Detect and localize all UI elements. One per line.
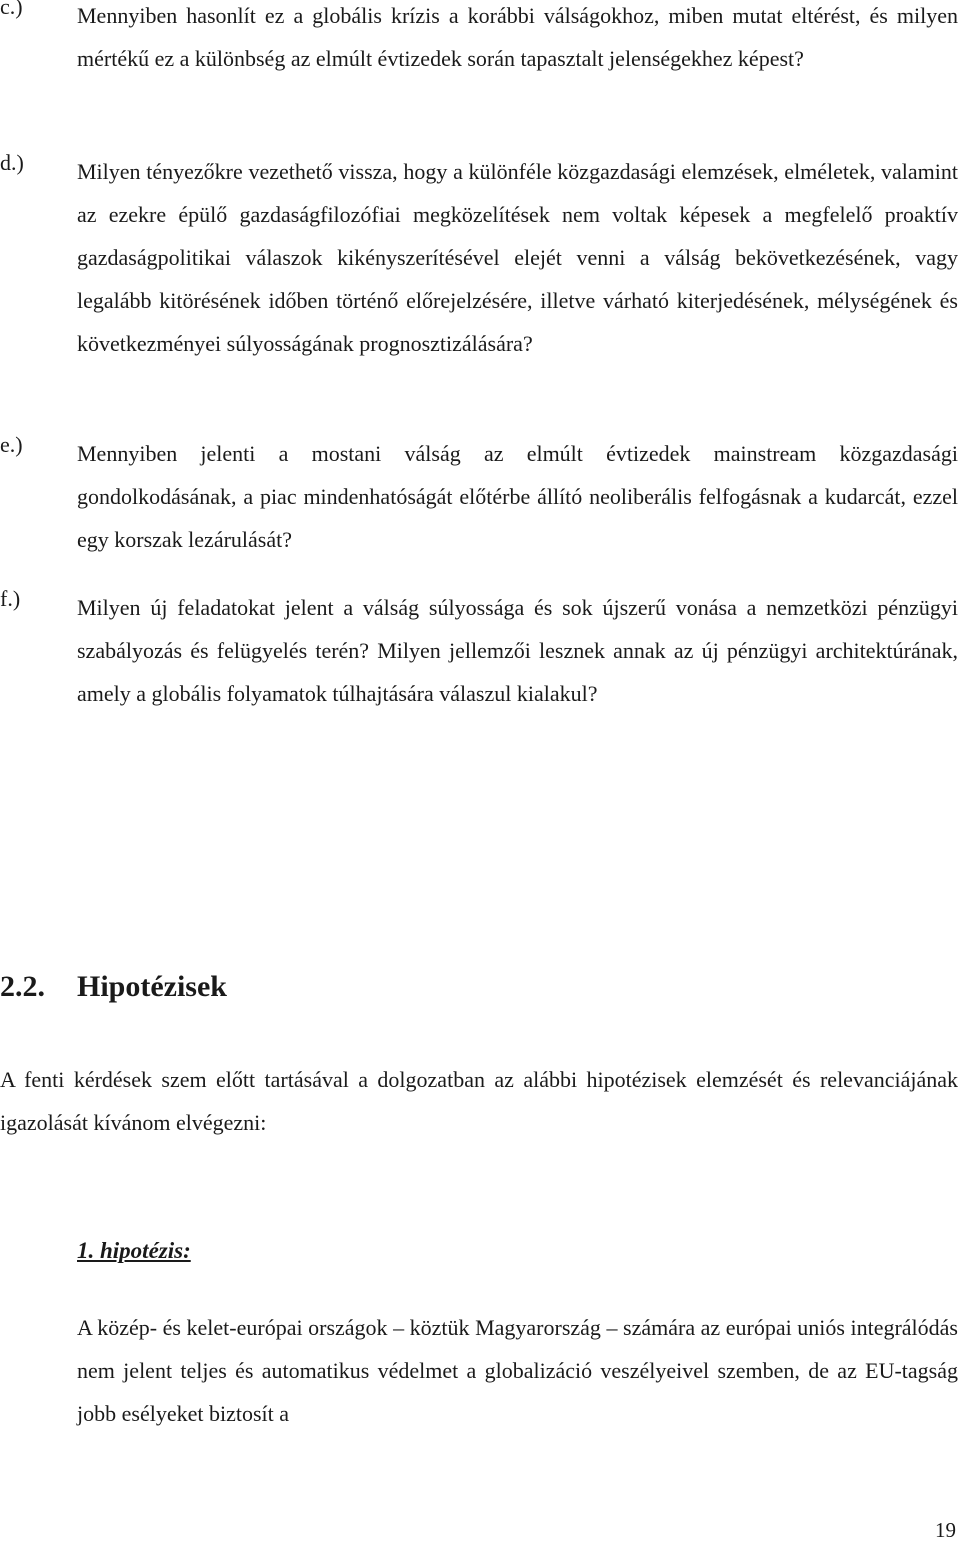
question-e	[0, 432, 958, 561]
page-number: 19	[935, 1518, 956, 1542]
intro-paragraph: A fenti kérdések szem előtt tartásával a dolgozatban az alábbi hipotézisek elemzését és relevanciájának igazolását kívánom elvégezni:	[0, 1067, 958, 1135]
question-label: e.)	[0, 432, 23, 457]
question-text: Milyen új feladatokat jelent a válság súlyossága és sok újszerű vonása a nemzetközi pénzügyi szabályozás és felügyelés terén? Milyen jellemzői lesznek annak az új pénzügyi architektúrának, amely a globális folyamatok túlhajtására válaszul kialakul?	[77, 595, 958, 706]
question-text: Mennyiben hasonlít ez a globális krízis a korábbi válságokhoz, miben mutat eltérést, és milyen mértékű ez a különbség az elmúlt évtizedek során tapasztalt jelenségekhez képest?	[77, 3, 958, 71]
section-title: Hipotézisek	[77, 970, 227, 1003]
question-c	[0, 0, 958, 80]
question-text: Mennyiben jelenti a mostani válság az elmúlt évtizedek mainstream közgazdasági gondolkodásának, a piac mindenhatóságát előtérbe állító neoliberális felfogásnak a kudarcát, ezzel egy korszak lezárulását?	[77, 441, 958, 552]
question-text: Milyen tényezőkre vezethető vissza, hogy a különféle közgazdasági elemzések, elméletek, valamint az ezekre épülő gazdaságfilozófiai megközelítések nem voltak képesek a megfelelő proaktív gazdaságpolitikai válaszok kikényszerítésével elejét venni a válság bekövetkezésének, vagy legalább kitörésének időben történő előrejelzésére, illetve várható kiterjedésének, mélységének és következményei súlyosságának prognosztizálására?	[77, 159, 958, 356]
section-number: 2.2.	[0, 970, 45, 1003]
question-f	[0, 586, 958, 715]
hypothesis-title: 1. hipotézis:	[77, 1238, 191, 1263]
section-heading	[0, 970, 227, 1004]
question-label: f.)	[0, 586, 21, 611]
question-label: d.)	[0, 150, 24, 175]
question-label: c.)	[0, 0, 23, 19]
question-d	[0, 150, 958, 365]
hypothesis-text: A közép- és kelet-európai országok – köztük Magyarország – számára az európai uniós integrálódás nem jelent teljes és automatikus védelmet a globalizáció veszélyeivel szemben, de az EU-tagság jobb esélyeket biztosít a	[77, 1315, 958, 1426]
